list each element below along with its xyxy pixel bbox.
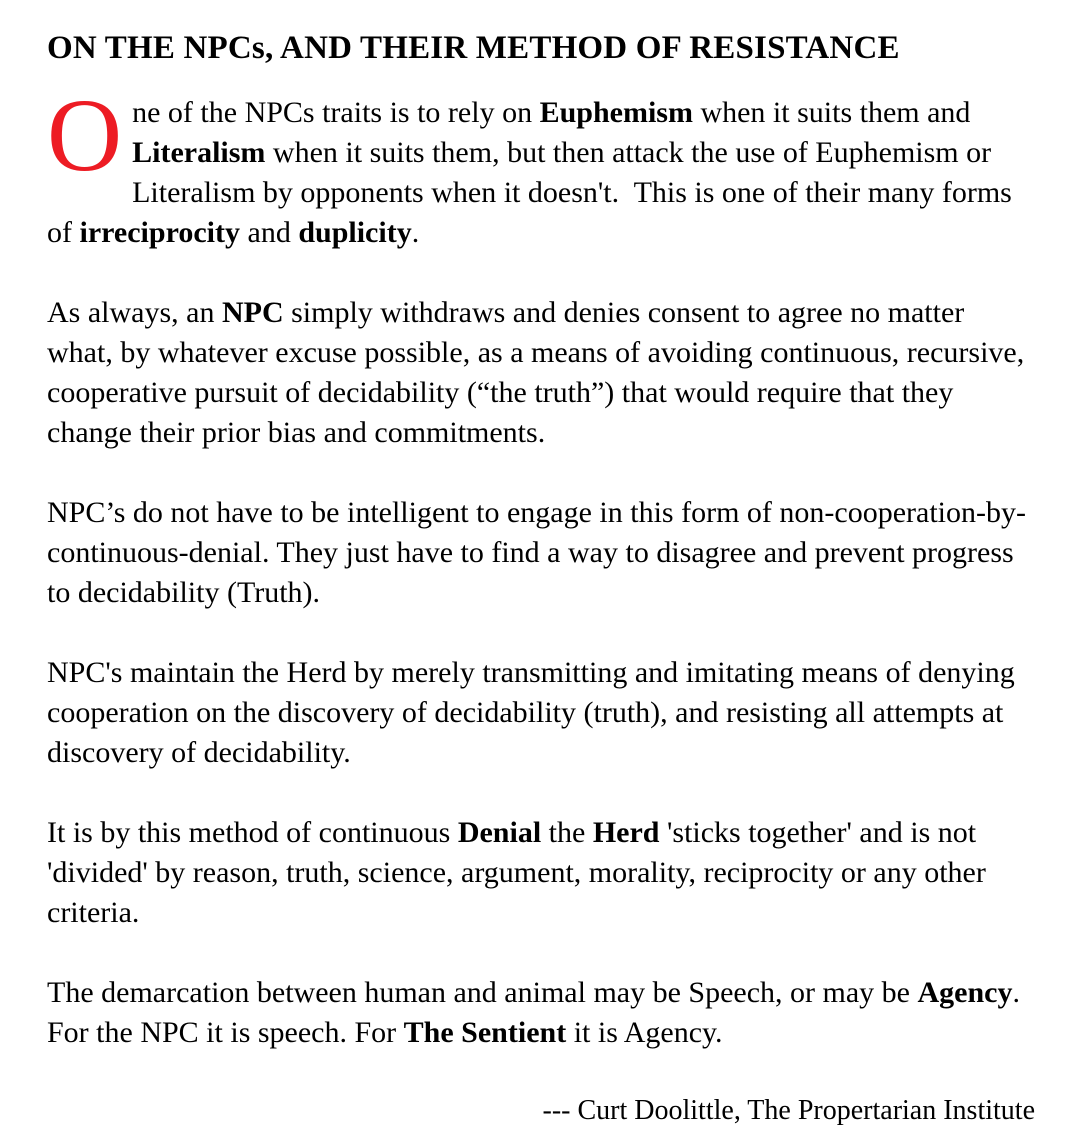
- text-segment: when it suits them, but then attack the use of Euphemism or Literalism by opponents when it doesn't. This is one of their many forms of: [47, 136, 1020, 249]
- paragraph: [47, 78, 1035, 253]
- text-segment: and: [240, 216, 299, 249]
- attribution: --- Curt Doolittle, The Propertarian Institute: [542, 1095, 1035, 1126]
- bold-text-segment: The Sentient: [403, 1016, 567, 1049]
- bold-text-segment: Agency: [917, 976, 1013, 1009]
- paragraph: [47, 293, 1035, 453]
- text-segment: NPC’s do not have to be intelligent to engage in this form of non-cooperation-by-continuous-denial. They just have to find a way to disagree and prevent progress to decidability (Truth).: [47, 496, 1026, 609]
- text-segment: ne of the NPCs traits is to rely on: [132, 96, 540, 129]
- bold-text-segment: Euphemism: [539, 96, 693, 129]
- drop-cap: O: [47, 78, 123, 193]
- text-segment: The demarcation between human and animal may be Speech, or may be: [47, 976, 918, 1009]
- text-segment: It is by this method of continuous: [47, 816, 458, 849]
- bold-text-segment: Herd: [592, 816, 660, 849]
- text-segment: .: [411, 216, 420, 249]
- text-segment: 'sticks together' and is not 'divided' by reason, truth, science, argument, morality, reciprocity or any other criteria.: [47, 816, 994, 929]
- bold-text-segment: Literalism: [132, 136, 266, 169]
- page-title: ON THE NPCs, AND THEIR METHOD OF RESISTANCE: [47, 30, 900, 66]
- text-segment: . For the NPC it is speech. For: [47, 976, 1035, 1049]
- bold-text-segment: irreciprocity: [79, 216, 240, 249]
- paragraph: [47, 813, 1035, 933]
- text-segment: the: [541, 816, 593, 849]
- paragraphs: [47, 78, 1035, 1053]
- bold-text-segment: NPC: [221, 296, 284, 329]
- paragraph: [47, 493, 1035, 613]
- text-segment: it is Agency.: [566, 1016, 723, 1049]
- paragraph: [47, 973, 1035, 1053]
- bold-text-segment: duplicity: [298, 216, 412, 249]
- bold-text-segment: Denial: [457, 816, 542, 849]
- text-segment: NPC's maintain the Herd by merely transmitting and imitating means of denying cooperation on the discovery of decidability (truth), and resisting all attempts at discovery of decidability.: [47, 656, 1023, 769]
- text-segment: As always, an: [47, 296, 222, 329]
- text-segment: when it suits them and: [692, 96, 978, 129]
- paragraph: [47, 653, 1035, 773]
- text-segment: simply withdraws and denies consent to agree no matter what, by whatever excuse possible, as a means of avoiding continuous, recursive, cooperative pursuit of decidability (“the truth”) that would require that they change their prior bias and commitments.: [47, 296, 1032, 449]
